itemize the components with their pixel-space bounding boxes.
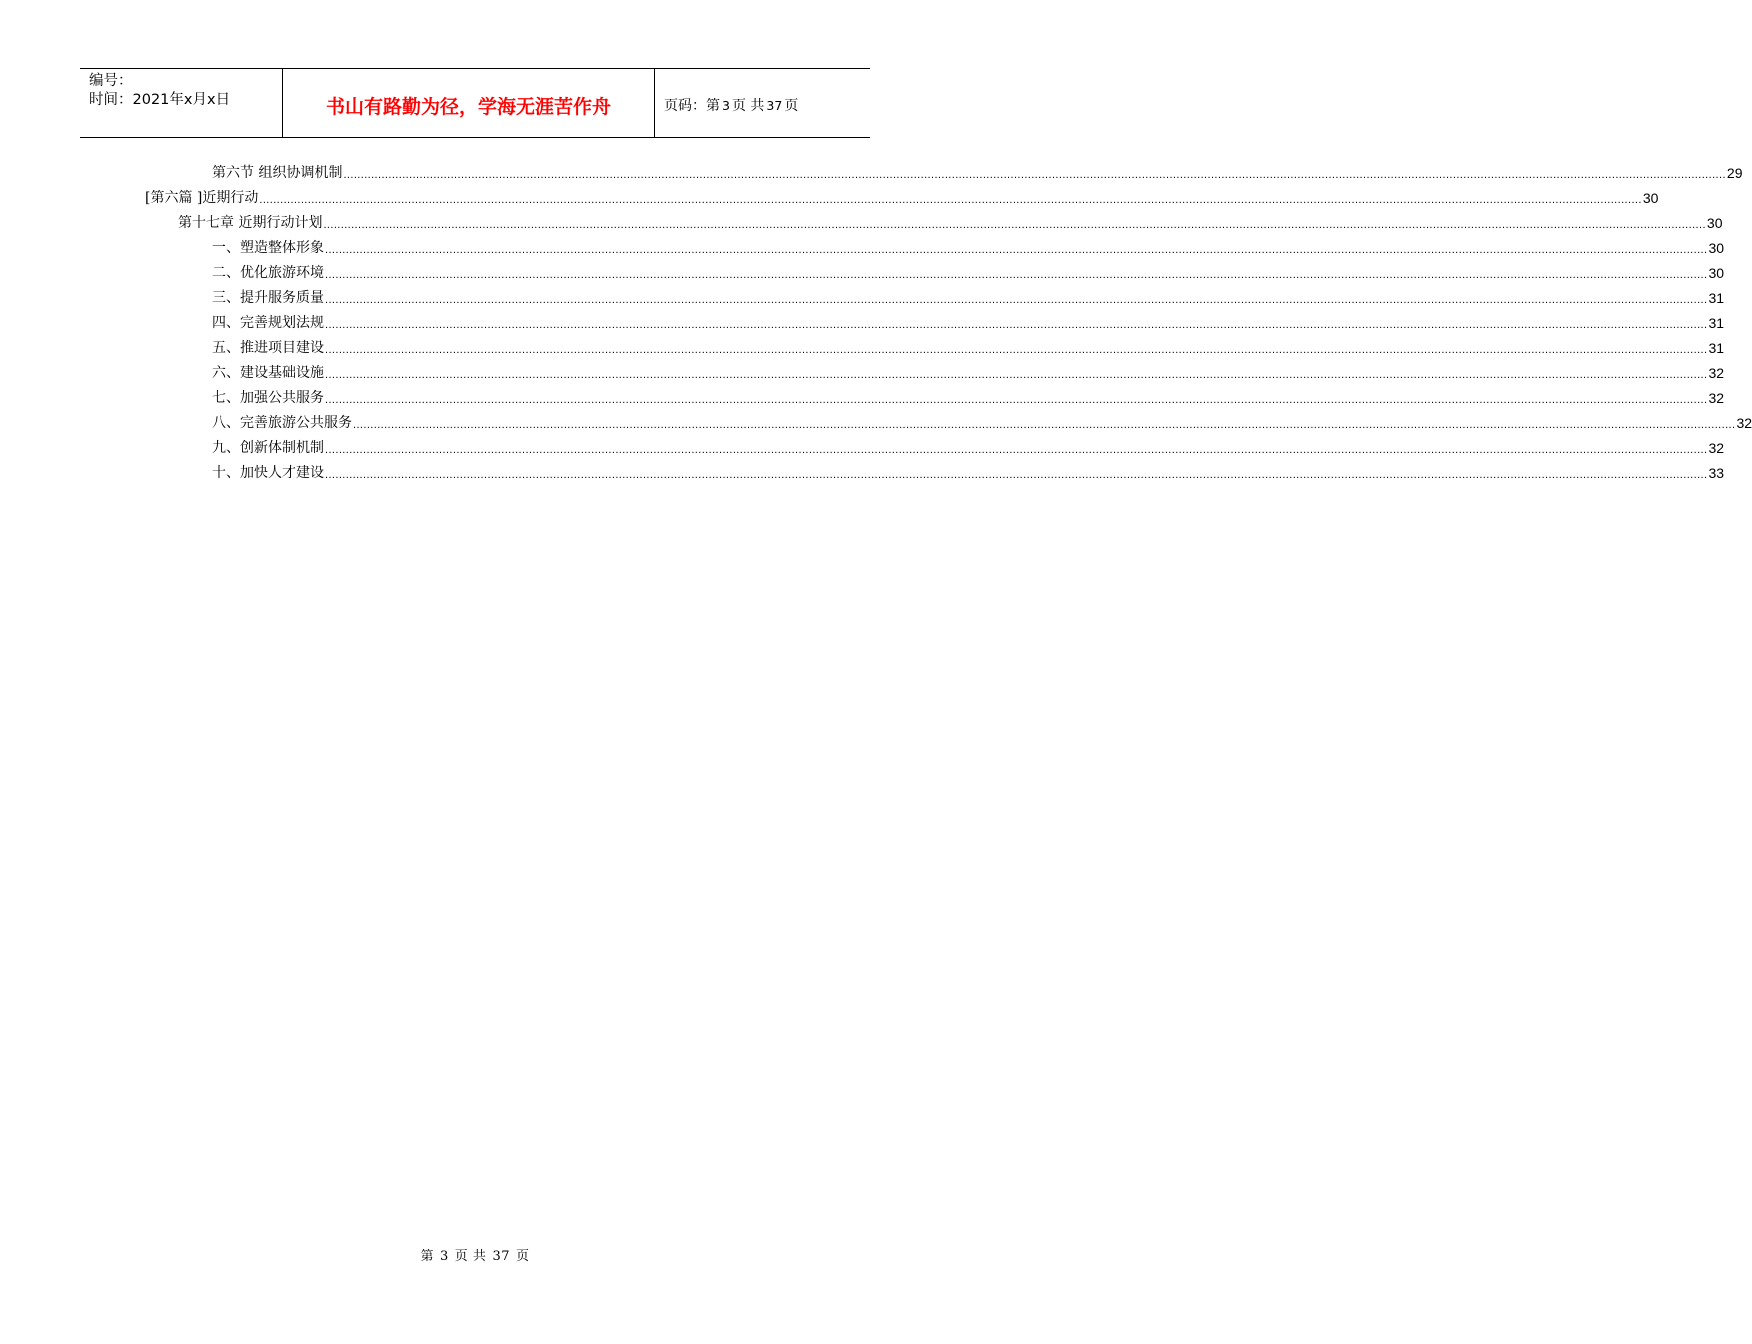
toc-entry[interactable] [212, 233, 1725, 258]
header-page-total: 37 [766, 97, 783, 113]
toc-entry-title: 六、建设基础设施 [212, 365, 324, 381]
header-page-prefix: 页码：第 [664, 98, 720, 114]
toc-entry[interactable] [212, 258, 1725, 283]
toc-entry-title: 二、优化旅游环境 [212, 265, 324, 281]
toc-entry[interactable] [178, 208, 1723, 233]
toc-entry[interactable] [145, 183, 1659, 208]
toc-dot-leader: ................................................................................................................................................................................................................................................................................................................................................................................................................ [325, 444, 1708, 456]
header-page-suffix: 页 [784, 98, 799, 114]
toc-dot-leader: ................................................................................................................................................................................................................................................................................................................................................................................................................ [325, 394, 1708, 406]
header-page-mid: 页 共 [731, 98, 765, 114]
toc-entry-title: 五、推进项目建设 [212, 340, 324, 356]
header-meta [80, 69, 282, 137]
toc-entry[interactable] [212, 158, 1743, 183]
document-date-label: 时间：2021年x月x日 [89, 92, 231, 108]
footer-prefix: 第 [420, 1249, 435, 1264]
header-motto: 书山有路勤为径，学海无涯苦作舟 [325, 95, 611, 118]
toc-entry[interactable] [212, 458, 1725, 483]
footer-page-current: 3 [440, 1249, 449, 1264]
toc-entry-title: 第十七章 近期行动计划 [178, 215, 323, 231]
toc-entry[interactable] [212, 433, 1725, 458]
footer-mid: 页 共 [454, 1249, 487, 1264]
toc-entry-page: 30 [1642, 190, 1659, 206]
toc-dot-leader: ................................................................................................................................................................................................................................................................................................................................................................................................................ [325, 269, 1708, 281]
toc-entry[interactable] [212, 333, 1725, 358]
footer-page-total: 37 [492, 1249, 510, 1264]
document-number-label: 编号： [89, 73, 133, 89]
toc-entry[interactable] [212, 383, 1725, 408]
toc-entry-title: 三、提升服务质量 [212, 290, 324, 306]
page-header [80, 68, 870, 138]
header-page-info [655, 69, 870, 137]
page-footer [0, 1245, 950, 1264]
toc-entry-page: 32 [1708, 365, 1725, 381]
toc-entry-title: 十、加快人才建设 [212, 465, 324, 481]
toc-entry-page: 30 [1706, 215, 1723, 231]
toc-entry-page: 32 [1736, 415, 1752, 431]
toc-entry-title: 第六节 组织协调机制 [212, 165, 343, 181]
toc-dot-leader: ................................................................................................................................................................................................................................................................................................................................................................................................................ [325, 344, 1708, 356]
toc-entry-page: 32 [1708, 390, 1725, 406]
toc-entry-page: 31 [1708, 315, 1725, 331]
toc-entry[interactable] [212, 358, 1725, 383]
toc-dot-leader: ................................................................................................................................................................................................................................................................................................................................................................................................................ [325, 369, 1708, 381]
header-motto-cell [282, 69, 655, 137]
toc-dot-leader: ................................................................................................................................................................................................................................................................................................................................................................................................................ [323, 219, 1706, 231]
toc-dot-leader: ................................................................................................................................................................................................................................................................................................................................................................................................................ [325, 244, 1708, 256]
toc-entry-page: 33 [1708, 465, 1725, 481]
toc-entry-title: 一、塑造整体形象 [212, 240, 324, 256]
toc-dot-leader: ................................................................................................................................................................................................................................................................................................................................................................................................................ [325, 319, 1708, 331]
toc-dot-leader: ................................................................................................................................................................................................................................................................................................................................................................................................................ [353, 419, 1736, 431]
toc-entry-title: 七、加强公共服务 [212, 390, 324, 406]
toc-entry-title: [第六篇 ]近期行动 [145, 190, 259, 206]
toc-dot-leader: ................................................................................................................................................................................................................................................................................................................................................................................................................ [325, 469, 1708, 481]
toc-entry-page: 32 [1708, 440, 1725, 456]
toc-entry[interactable] [212, 308, 1725, 333]
toc-dot-leader: ................................................................................................................................................................................................................................................................................................................................................................................................................ [259, 194, 1642, 206]
toc-dot-leader: ................................................................................................................................................................................................................................................................................................................................................................................................................ [343, 169, 1726, 181]
footer-suffix: 页 [515, 1249, 530, 1264]
toc-entry-page: 29 [1726, 165, 1743, 181]
toc-entry-page: 30 [1708, 265, 1725, 281]
toc-entry[interactable] [212, 408, 1752, 433]
toc-entry[interactable] [212, 283, 1725, 308]
toc-entry-page: 30 [1708, 240, 1725, 256]
toc-entry-page: 31 [1708, 290, 1725, 306]
header-page-current: 3 [722, 97, 730, 113]
toc-dot-leader: ................................................................................................................................................................................................................................................................................................................................................................................................................ [325, 294, 1708, 306]
toc-entry-title: 四、完善规划法规 [212, 315, 324, 331]
toc-entry-title: 八、完善旅游公共服务 [212, 415, 352, 431]
toc-entry-page: 31 [1708, 340, 1725, 356]
toc-entry-title: 九、创新体制机制 [212, 440, 324, 456]
